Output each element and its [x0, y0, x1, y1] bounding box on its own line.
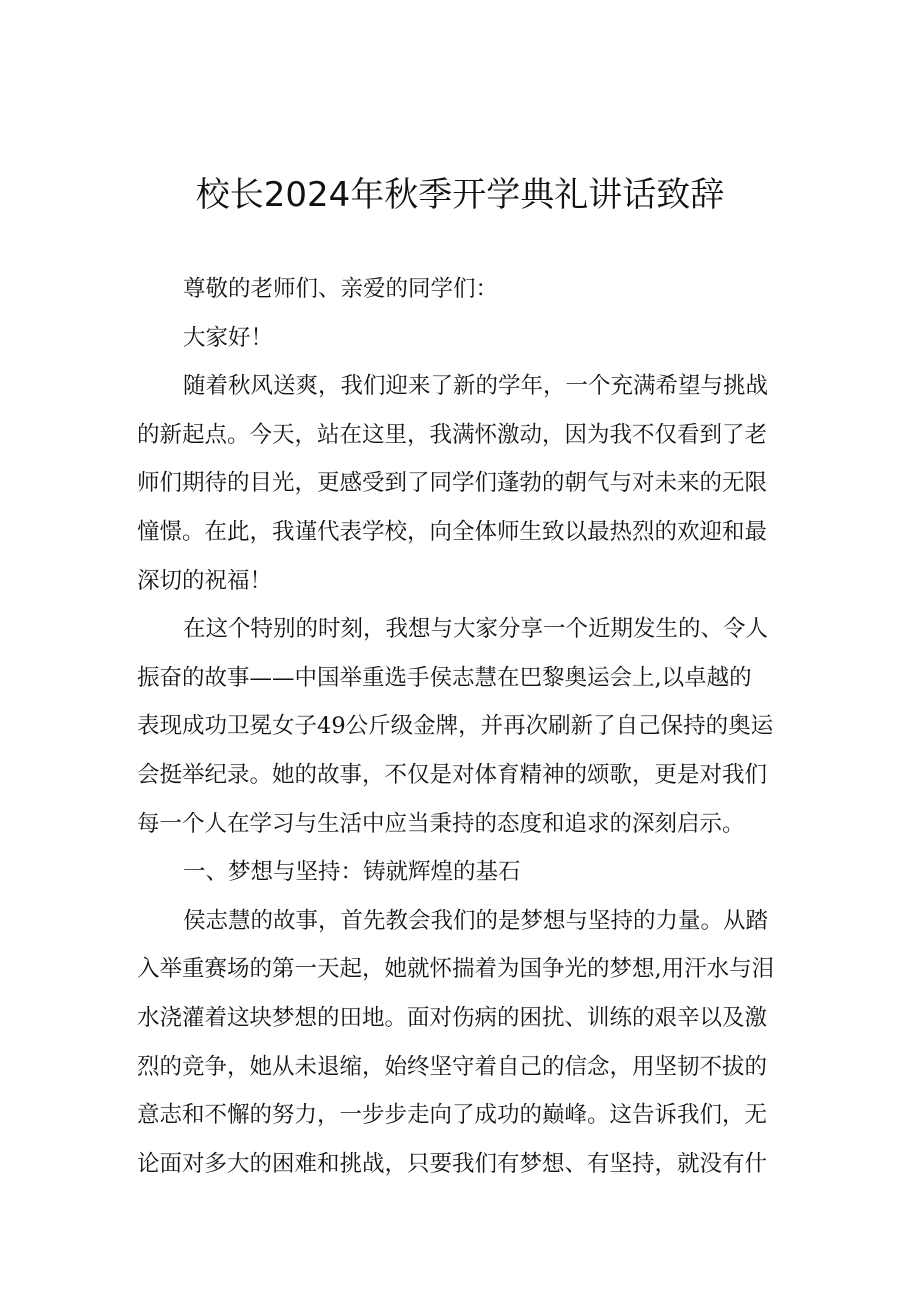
- greeting-line: 大家好！: [183, 324, 274, 351]
- document-body: [137, 265, 787, 1188]
- paragraph-3-line-6: 论面对多大的困难和挑战，只要我们有梦想、有坚持，就没有什: [137, 1150, 768, 1177]
- paragraph-1-line-2: 的新起点。今天，站在这里，我满怀激动，因为我不仅看到了老: [137, 421, 768, 448]
- paragraph-2-line-2: 振奋的故事——中国举重选手侯志慧在巴黎奥运会上,以卓越的: [137, 664, 752, 691]
- paragraph-2-line-4: 会挺举纪录。她的故事，不仅是对体育精神的颂歌，更是对我们: [137, 761, 768, 788]
- paragraph-1-line-4: 憧憬。在此，我谨代表学校，向全体师生致以最热烈的欢迎和最: [137, 518, 768, 545]
- section-heading: 一、梦想与坚持：铸就辉煌的基石: [183, 859, 521, 886]
- paragraph-1-line-5: 深切的祝福！: [137, 567, 273, 594]
- salutation-line: 尊敬的老师们、亲爱的同学们：: [183, 276, 499, 302]
- paragraph-1-line-1: 随着秋风送爽，我们迎来了新的学年，一个充满希望与挑战: [183, 373, 769, 400]
- paragraph-1-line-3: 师们期待的目光，更感受到了同学们蓬勃的朝气与对未来的无限: [137, 470, 768, 497]
- paragraph-3-line-2: 入举重赛场的第一天起，她就怀揣着为国争光的梦想,用汗水与泪: [137, 956, 775, 983]
- paragraph-3-line-1: 侯志慧的故事，首先教会我们的是梦想与坚持的力量。从踏: [183, 907, 769, 934]
- paragraph-3-line-4: 烈的竞争，她从未退缩，始终坚守着自己的信念，用坚韧不拔的: [137, 1053, 768, 1080]
- paragraph-2-line-3: 表现成功卫冕女子49公斤级金牌，并再次刷新了自己保持的奥运: [137, 713, 774, 740]
- document-title: 校长2024年秋季开学典礼讲话致辞: [195, 175, 725, 215]
- paragraph-2-line-5: 每一个人在学习与生活中应当秉持的态度和追求的深刻启示。: [137, 810, 745, 837]
- paragraph-2-line-1: 在这个特别的时刻，我想与大家分享一个近期发生的、令人: [183, 616, 769, 643]
- paragraph-3-line-5: 意志和不懈的努力，一步步走向了成功的巅峰。这告诉我们，无: [137, 1102, 768, 1129]
- paragraph-3-line-3: 水浇灌着这块梦想的田地。面对伤病的困扰、训练的艰辛以及激: [137, 1004, 768, 1031]
